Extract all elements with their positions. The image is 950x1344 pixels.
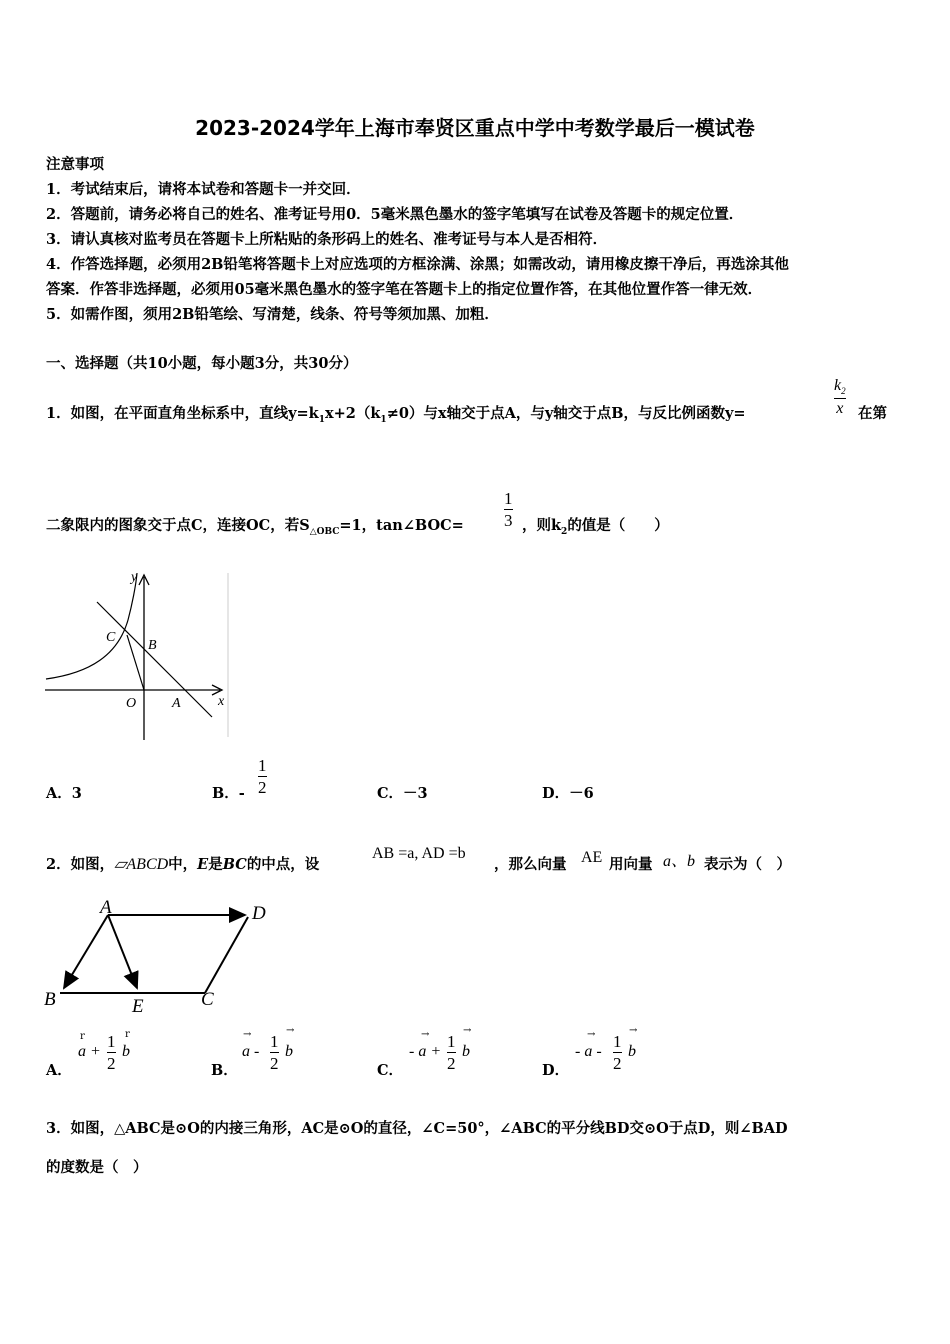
vector-ab — [64, 915, 108, 988]
vector-mark-a: r — [80, 1031, 85, 1042]
vector-ae — [108, 915, 137, 988]
q1-stem-line1: 1．如图，在平面直角坐标系中，直线$y=k_1x+2(k_1\ne 0)$与x轴交于点A，与y轴交于点B，与反比例函数y= — [46, 405, 746, 425]
page-title: 2023-2024学年上海市奉贤区重点中学中考数学最后一模试卷 — [195, 116, 755, 140]
q2-stem-3: 用向量 — [609, 856, 653, 873]
label-a: A — [100, 897, 112, 918]
q2-option-d[interactable]: D． — [542, 1062, 570, 1079]
notice-item: 答案．作答非选择题，必须用05毫米黑色墨水的签字笔在答题卡上的指定位置作答，在其他位置作答一律无效． — [46, 281, 763, 298]
q1-stem-line2-tail: ，则$k_2$的值是（ ） — [522, 517, 669, 537]
section-heading: 一、选择题（共10小题，每小题3分，共30分） — [46, 355, 358, 372]
q2-option-a-b: b — [122, 1043, 130, 1060]
q2-option-d-b: b — [628, 1043, 636, 1060]
q2-option-c-b: b — [462, 1043, 470, 1060]
q2-vector-ae: AE — [581, 849, 603, 866]
q1-stem-tail: 在第 — [858, 405, 887, 422]
label-a: A — [172, 696, 181, 711]
arrow-icon: → — [286, 1025, 295, 1036]
q2-option-c[interactable]: C． — [377, 1062, 404, 1079]
q1-option-c[interactable]: C．－3 — [377, 785, 428, 802]
q3-stem-line1: 3．如图，△ABC是⊙O的内接三角形，AC是⊙O的直径，∠C=50°，∠ABC的平分线BD交⊙O于点D，则∠BAD — [46, 1120, 788, 1137]
label-y: y — [131, 570, 138, 585]
arrow-icon: → — [587, 1029, 596, 1040]
label-o: O — [126, 696, 137, 711]
q2-option-a-fraction: 1 2 — [107, 1032, 116, 1073]
label-b: B — [44, 989, 56, 1010]
line-y-k1x-2 — [97, 602, 212, 717]
q2-stem: 2．如图，▱ABCD中，E是BC的中点，设 — [46, 856, 320, 873]
q2-option-b-b: b — [285, 1043, 293, 1060]
notice-heading: 注意事项 — [46, 156, 104, 173]
q3-stem-line2: 的度数是（ ） — [46, 1159, 148, 1176]
q2-option-d-expr: - a - — [575, 1043, 602, 1060]
q1-option-a[interactable]: A．3 — [46, 785, 82, 802]
notice-item: 4．作答选择题，必须用2B铅笔将答题卡上对应选项的方框涂满、涂黑；如需改动，请用橡皮擦干净后，再选涂其他 — [46, 256, 789, 273]
q2-parallelogram-figure — [40, 895, 280, 1020]
q2-option-a[interactable]: A． — [46, 1062, 72, 1079]
segment-oc — [127, 635, 144, 690]
q1-stem-line2: 二象限内的图象交于点C，连接OC，若$S_{\triangle OBC}=1$，tan∠BOC= — [46, 517, 464, 537]
arrow-icon: → — [243, 1029, 252, 1040]
arrow-icon: → — [463, 1025, 472, 1036]
segment-cd — [205, 917, 248, 993]
q1-coordinate-graph — [40, 565, 240, 745]
q2-option-a-expr: a + — [78, 1043, 101, 1060]
q1-tan-fraction: 1 3 — [504, 489, 513, 530]
arrow-icon: → — [421, 1029, 430, 1040]
notice-item: 2．答题前，请务必将自己的姓名、准考证号用0．5毫米黑色墨水的签字笔填写在试卷及答题卡的规定位置． — [46, 206, 744, 223]
q2-option-d-fraction: 1 2 — [613, 1032, 622, 1073]
q2-option-b[interactable]: B． — [211, 1062, 238, 1079]
q1-option-d[interactable]: D．－6 — [542, 785, 594, 802]
vector-mark-b: r — [125, 1029, 130, 1040]
q1-k2-fraction: $k_2$ x — [834, 377, 846, 418]
q2-option-c-expr: - a + — [409, 1043, 442, 1060]
q2-vectors-ab: a、b — [663, 853, 696, 870]
q2-option-c-fraction: 1 2 — [447, 1032, 456, 1073]
q2-stem-4: 表示为（ ） — [704, 856, 791, 873]
label-d: D — [252, 903, 266, 924]
notice-item: 1．考试结束后，请将本试卷和答题卡一并交回． — [46, 181, 361, 198]
q2-vector-defs: AB =a, AD =b — [372, 845, 466, 862]
label-c: C — [201, 989, 214, 1010]
q2-option-b-fraction: 1 2 — [270, 1032, 279, 1073]
q2-option-b-expr: a - — [242, 1043, 260, 1060]
q1-option-b[interactable]: B．- — [212, 785, 245, 802]
label-c: C — [106, 630, 116, 645]
q2-stem-2: ，那么向量 — [494, 856, 567, 873]
q1-option-b-fraction: 1 2 — [258, 756, 267, 797]
label-e: E — [132, 996, 144, 1017]
notice-item: 3．请认真核对监考员在答题卡上所粘贴的条形码上的姓名、准考证号与本人是否相符． — [46, 231, 608, 248]
notice-item: 5．如需作图，须用2B铅笔绘、写清楚，线条、符号等须加黑、加粗． — [46, 306, 499, 323]
hyperbola-curve — [46, 573, 137, 679]
label-x: x — [218, 694, 225, 709]
label-b: B — [148, 638, 157, 653]
arrow-icon: → — [629, 1025, 638, 1036]
